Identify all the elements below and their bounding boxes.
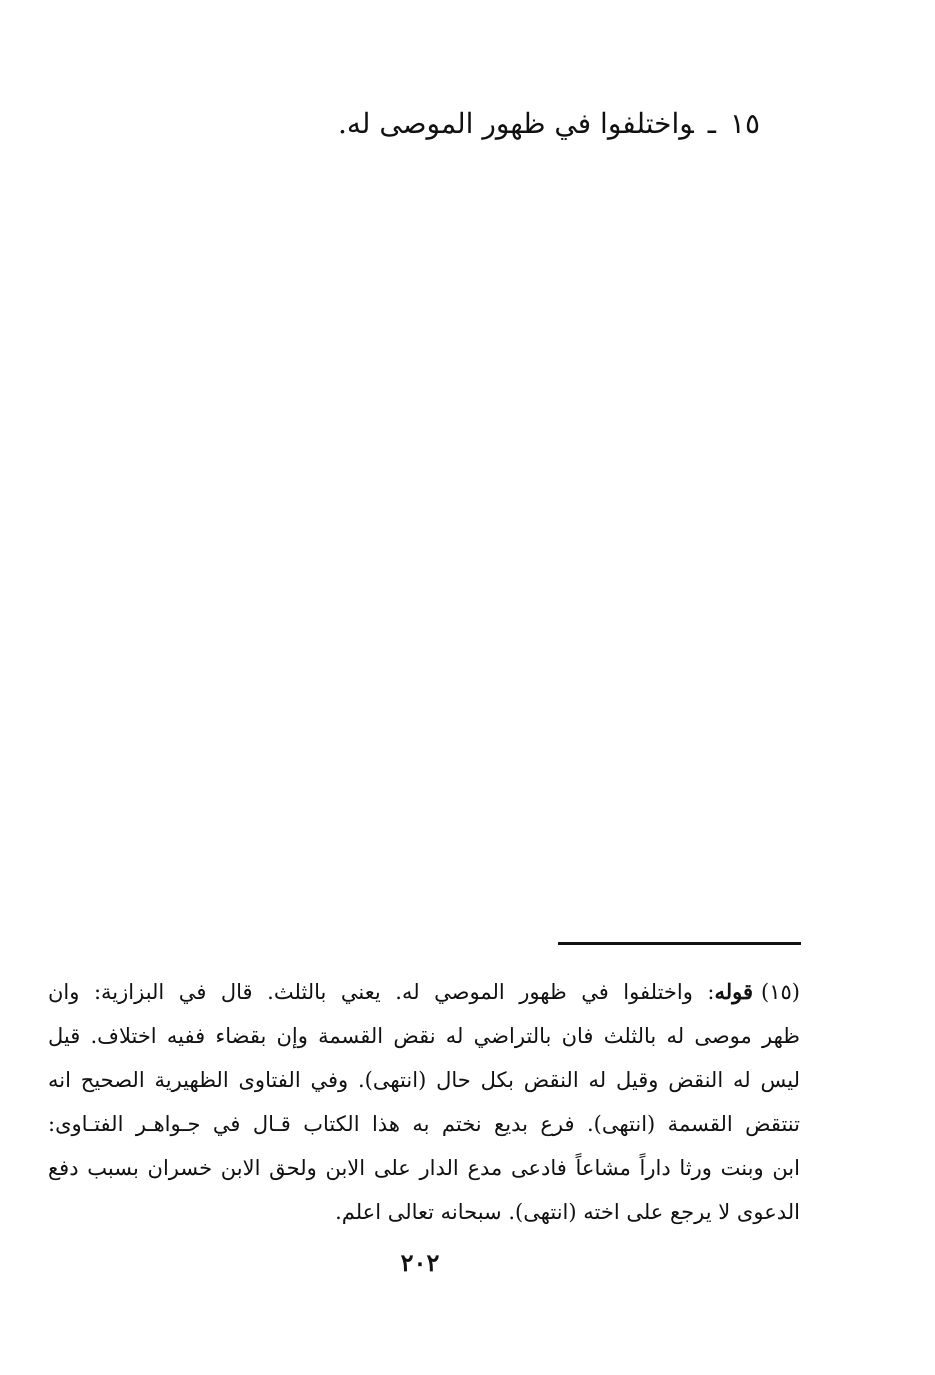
item-dash: ـ bbox=[707, 107, 716, 140]
footnote-lead-word: قوله bbox=[714, 979, 754, 1004]
page-number: ٢٠٢ bbox=[400, 1248, 440, 1277]
footnote-line-2: ظهر موصى له بالثلث فان بالتراضي له نقض القسمة وإن بقضاء ففيه اختلاف. قيل bbox=[48, 1024, 800, 1048]
footnote-line-1-text: : واختلفوا في ظهور الموصي له. يعني بالثلث. قال في البزازية: وان bbox=[48, 980, 715, 1004]
footnote bbox=[48, 970, 800, 1234]
footnote-ref: (١٥) bbox=[761, 980, 800, 1004]
footnote-line-4: تنتقض القسمة (انتهى). فرع بديع نختم به هذا الكتاب قـال في جـواهـر الفتـاوى: bbox=[48, 1112, 800, 1136]
footnote-separator bbox=[558, 942, 801, 945]
footnote-line-5: ابن وبنت ورثا داراً مشاعاً فادعى مدع الدار على الابن ولحق الابن خسران بسبب دفع bbox=[48, 1156, 800, 1180]
item-number: ١٥ bbox=[729, 107, 760, 140]
footnote-line-6: الدعوى لا يرجع على اخته (انتهى). سبحانه تعالى اعلم. bbox=[335, 1200, 800, 1224]
footnote-line-3: ليس له النقض وقيل له النقض بكل حال (انتهى). وفي الفتاوى الظهيرية الصحيح انه bbox=[48, 1068, 800, 1092]
heading-text: واختلفوا في ظهور الموصى له. bbox=[338, 107, 694, 140]
main-text-heading bbox=[300, 100, 760, 148]
footnote-line-1 bbox=[48, 970, 800, 1014]
